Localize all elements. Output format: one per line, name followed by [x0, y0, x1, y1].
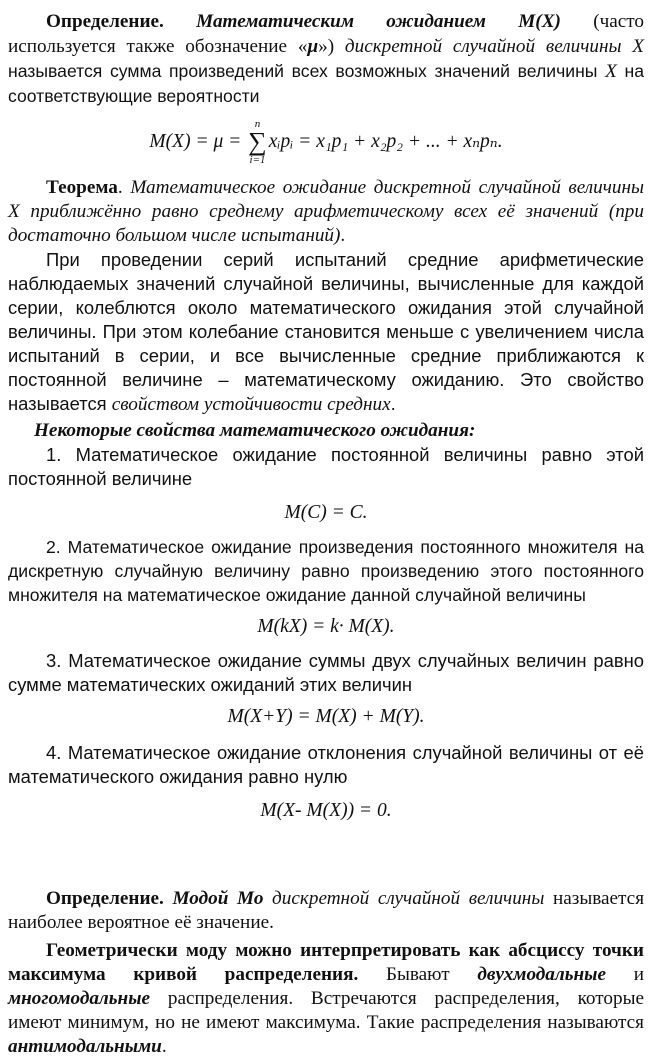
property-2-text: 2. Математическое ожидание произведения постоянного множителя на дискретную случайную величину равно произведению этого постоянного множителя на математическое ожидание данной случайной величины [8, 536, 644, 605]
paragraph-text: При проведении серий испытаний средние арифметические наблюдаемых значений случайной величины, вычисленные для каждой серии, колеблются около математического ожидания этой случайной величины. При этом колебание становится меньше с увеличением числа испытаний в серии, и все вычисленные средние приближаются к постоянной величине – математическому ожиданию. Это свойство называется [8, 248, 644, 414]
property-1-text: 1. Математическое ожидание постоянной величины равно этой постоянной величине [8, 443, 644, 489]
definition-text: на соответствующие вероятности [8, 61, 644, 106]
paragraph-italic: свойством устойчивости средних [111, 393, 391, 415]
formula-lhs: M(X) = μ = [149, 130, 247, 152]
property-4-formula: M(X- M(X)) = 0. [260, 799, 392, 821]
antimodal-term: антимодальными [8, 1035, 162, 1057]
multimodal-term: многомодальные [8, 987, 151, 1009]
definition-text: ») [318, 36, 345, 57]
geometry-text: и [606, 963, 644, 985]
expectation-formula [8, 119, 644, 166]
document-page [8, 6, 644, 1059]
theorem-text: Математическое ожидание дискретной случайной величины X приближённо равно среднему арифметическому всех её значений (при достаточно большом числе испытаний) [8, 176, 644, 246]
geometry-text: Бывают [358, 963, 478, 985]
property-3-formula: M(X+Y) = M(X) + M(Y). [227, 705, 425, 727]
property-1-formula: M(C) = C. [284, 501, 368, 523]
definition-text: называется сумма произведений всех возможных значений величины [8, 61, 606, 81]
bimodal-term: двухмодальные [477, 963, 607, 985]
definition-italic: дискретной случайной величины X [344, 36, 644, 57]
definition-text: называется наиболее вероятное её значение. [8, 887, 645, 933]
definition-mode [8, 887, 644, 935]
paragraph-mode-geometry [8, 939, 644, 1059]
paragraph-end: . [390, 392, 396, 414]
property-4-text: 4. Математическое ожидание отклонения случайной величины от её математического ожидания равно нулю [8, 741, 644, 787]
definition-expectation [8, 10, 644, 109]
formula-rhs: xᵢpᵢ = x₁p₁ + x₂p₂ + ... + xₙpₙ. [268, 130, 503, 152]
theorem-label: Теорема [46, 176, 118, 198]
theorem [8, 176, 644, 248]
sigma-symbol: ∑ [248, 127, 267, 156]
definition-text: (часто используется также обозначение « [8, 11, 644, 57]
variable-x: X [605, 61, 617, 82]
definition-space [164, 888, 173, 909]
mu-symbol: μ [307, 36, 319, 57]
sum-lower-limit: i=1 [249, 153, 266, 166]
definition-label: Определение. [46, 887, 164, 909]
geometry-bold: Геометрически моду можно интерпретировать как абсциссу точки максимума кривой распределения. [8, 939, 644, 985]
summation-sign [248, 119, 267, 166]
properties-heading: Некоторые свойства математического ожидания: [34, 419, 476, 441]
definition-italic: дискретной случайной величины [263, 887, 545, 909]
property-3-text: 3. Математическое ожидание суммы двух случайных величин равно сумме математических ожиданий этих величин [8, 649, 644, 695]
definition-term: Модой Мо [172, 887, 264, 909]
sum-upper-limit: n [254, 118, 261, 130]
paragraph-stability [8, 248, 644, 417]
property-2-formula: M(kX) = k· M(X). [257, 615, 395, 637]
definition-term: Математическим ожиданием M(X) [196, 11, 561, 32]
definition-label: Определение. [46, 11, 164, 32]
geometry-text: распределения. Встречаются распределения, которые имеют минимум, но не имеют максимума. Такие распределения называются [8, 987, 644, 1033]
theorem-dot: . [117, 176, 131, 198]
geometry-end: . [161, 1035, 167, 1057]
theorem-end: . [340, 224, 346, 246]
